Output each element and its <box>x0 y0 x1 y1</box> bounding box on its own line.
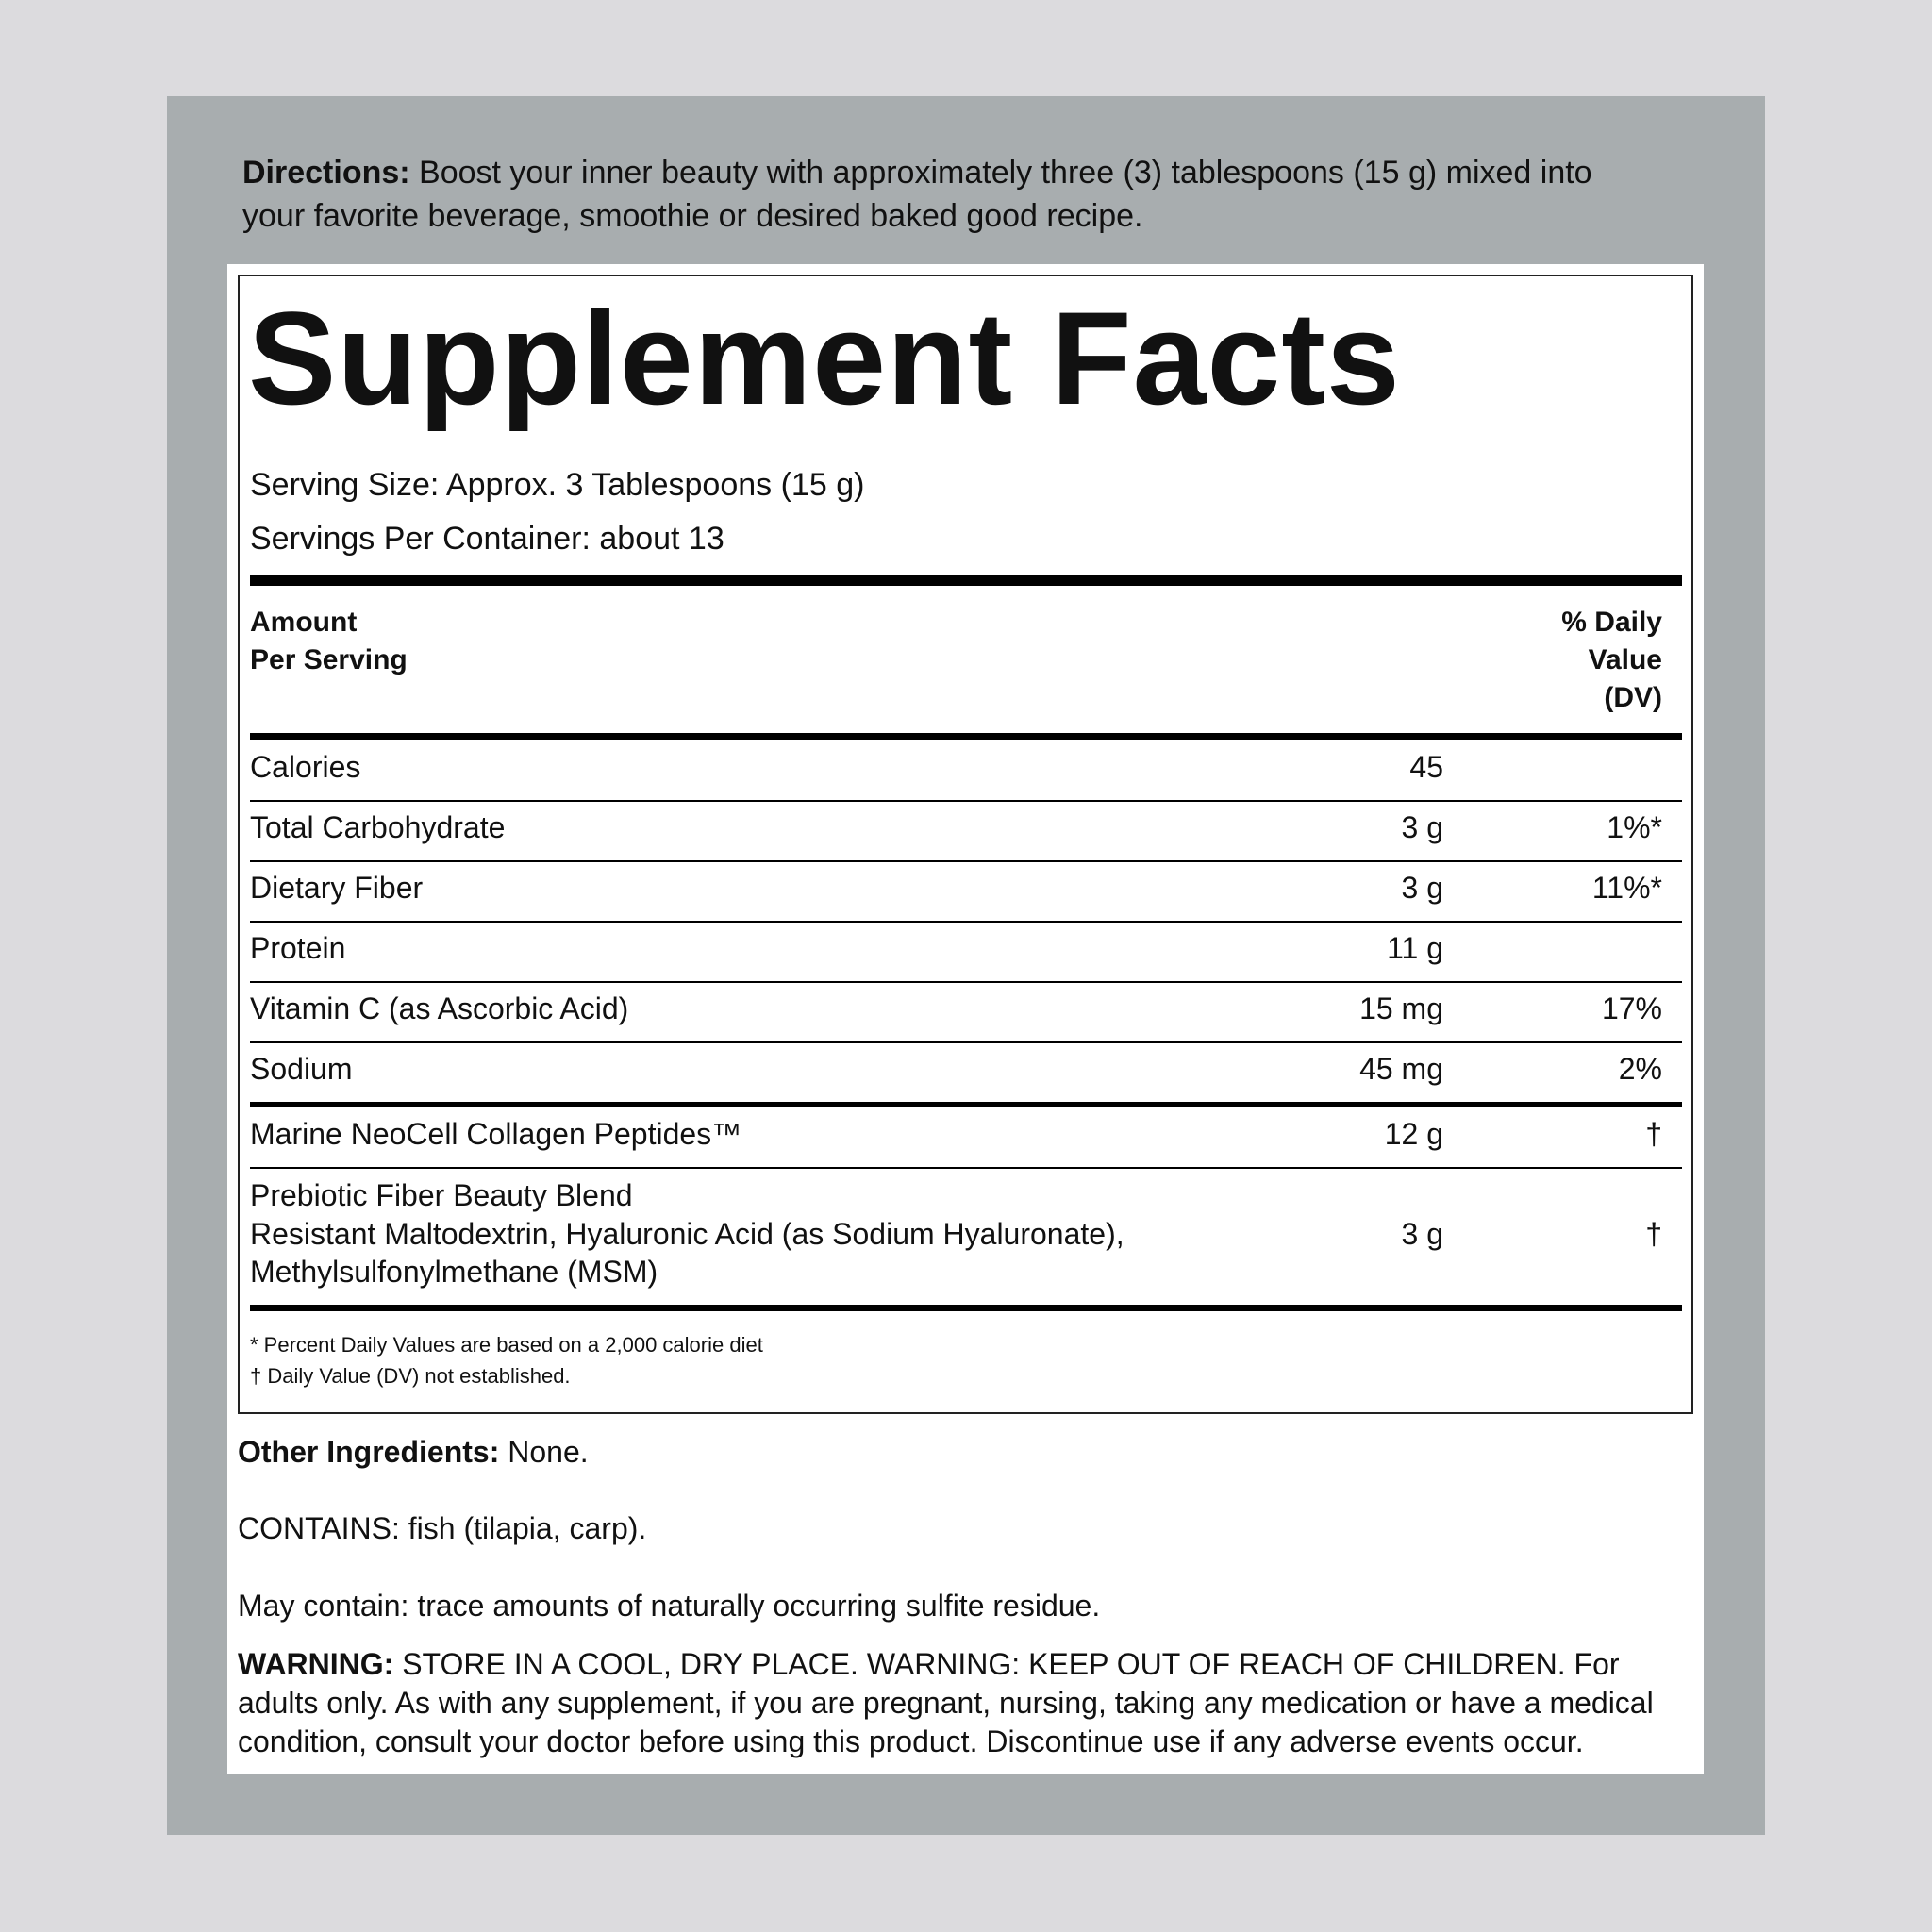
row-label: Sodium <box>250 1052 353 1086</box>
row-daily-value: 11%* <box>1591 871 1662 905</box>
row-divider <box>250 800 1682 802</box>
directions-body: Boost your inner beauty with approximately three (3) tablespoons (15 g) mixed into your favorite beverage, smoothie or desired baked good recipe. <box>242 155 1592 234</box>
row-amount: 45 mg <box>1359 1052 1443 1086</box>
warning-text: STORE IN A COOL, DRY PLACE. WARNING: KEEP OUT OF REACH OF CHILDREN. For adults only. As with any supplement, if you are pregnant, nursing, taking any medication or have a medical condition, consult your doctor before using this product. Discontinue use if any adverse events occur. <box>238 1647 1654 1758</box>
header-dv-line2: Value <box>1588 644 1662 675</box>
bottom-divider <box>250 1305 1682 1311</box>
other-ingredients-label: Other Ingredients: <box>238 1435 500 1469</box>
blend-ingredients-line1: Resistant Maltodextrin, Hyaluronic Acid (as Sodium Hyaluronate), <box>250 1217 1124 1251</box>
contains-statement: CONTAINS: fish (tilapia, carp). <box>238 1511 647 1545</box>
other-ingredients <box>238 1433 1672 1472</box>
header-dv-line3: (DV) <box>1604 682 1662 713</box>
serving-size: Serving Size: Approx. 3 Tablespoons (15 g) <box>250 467 865 503</box>
footnote-percent-dv: * Percent Daily Values are based on a 2,000 calorie diet <box>250 1333 763 1357</box>
thick-divider <box>250 575 1682 586</box>
header-dv-line1: % Daily <box>1561 607 1662 638</box>
row-label: Dietary Fiber <box>250 871 424 905</box>
blend-ingredients-line2: Methylsulfonylmethane (MSM) <box>250 1255 658 1289</box>
row-amount: 45 <box>1409 750 1443 784</box>
row-divider <box>250 981 1682 983</box>
row-divider <box>250 1167 1682 1169</box>
blend-amount: 3 g <box>1401 1217 1443 1251</box>
servings-per-container: Servings Per Container: about 13 <box>250 521 724 557</box>
row-daily-value: 2% <box>1618 1052 1662 1086</box>
row-label: Marine NeoCell Collagen Peptides™ <box>250 1117 742 1151</box>
row-label: Total Carbohydrate <box>250 810 506 844</box>
facts-title: Supplement Facts <box>248 284 1401 432</box>
row-daily-value: 1%* <box>1607 810 1662 844</box>
header-divider <box>250 733 1682 740</box>
row-amount: 15 mg <box>1359 991 1443 1025</box>
row-daily-value: 17% <box>1601 991 1662 1025</box>
row-amount: 3 g <box>1401 871 1443 905</box>
row-divider <box>250 921 1682 923</box>
footnote-dv-not-established: † Daily Value (DV) not established. <box>250 1364 571 1388</box>
header-amount <box>250 604 408 679</box>
row-label: Protein <box>250 931 346 965</box>
blend-name: Prebiotic Fiber Beauty Blend <box>250 1178 633 1212</box>
header-amount-line1: Amount <box>250 607 358 638</box>
row-amount: 3 g <box>1401 810 1443 844</box>
row-amount: 11 g <box>1387 931 1443 965</box>
row-amount: 12 g <box>1384 1117 1443 1151</box>
row-daily-value: † <box>1645 1117 1662 1151</box>
header-amount-line2: Per Serving <box>250 644 408 675</box>
row-divider <box>250 1041 1682 1043</box>
warning-label: WARNING: <box>238 1647 394 1681</box>
header-daily-value <box>1561 604 1662 717</box>
directions-label: Directions: <box>242 155 410 191</box>
directions-text <box>242 151 1657 238</box>
blend-daily-value: † <box>1645 1217 1662 1251</box>
row-label: Calories <box>250 750 361 784</box>
warning-statement <box>238 1645 1672 1761</box>
row-divider <box>250 860 1682 862</box>
row-label: Vitamin C (as Ascorbic Acid) <box>250 991 629 1025</box>
thick-row-divider <box>250 1102 1682 1107</box>
other-ingredients-value: None. <box>499 1435 589 1469</box>
may-contain-statement: May contain: trace amounts of naturally occurring sulfite residue. <box>238 1589 1101 1623</box>
